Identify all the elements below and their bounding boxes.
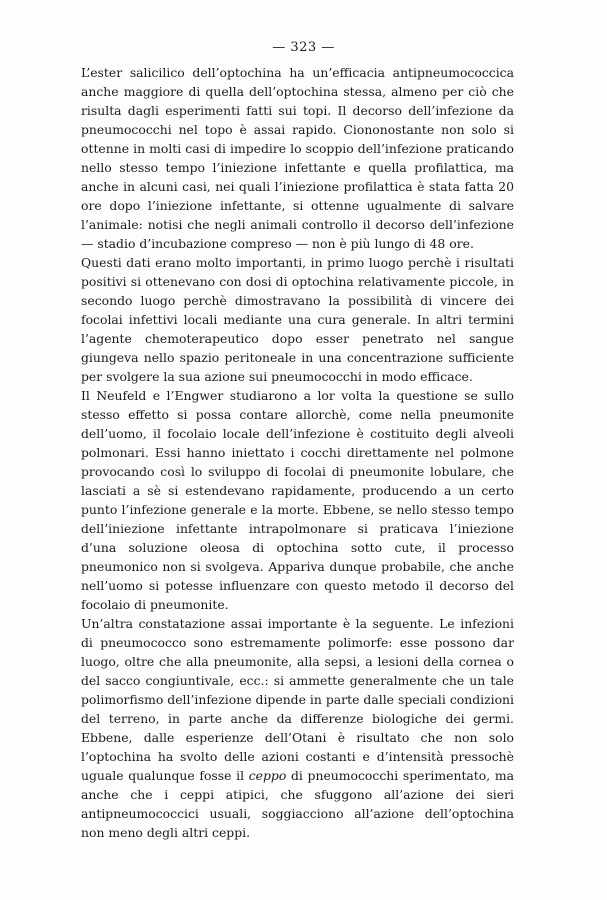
paragraph-1-text: L’ester salicilico dell’optochina ha un’efficacia antipneumococcica anche maggiore di quella dell’optochina stessa, almeno per ciò che risulta dagli esperimenti fatti sui topi. Il decorso dell’infezione da pneumococchi nel topo è assai rapido. Ciononostante non solo si ottenne in molti casi di impedire lo scoppio dell’infezione praticando nello stesso tempo l’iniezione infettante e quella profilattica, ma anche in alcuni casi, nei quali l’iniezione profilattica è stata fatta 20 ore dopo l’iniezione infettante, si ottenne ugualmente di salvare l’animale: notisi che negli animali controllo il decorso dell’infezione — stadio d’incubazione compreso — non è più lungo di 48 ore. xyxy=(81,65,514,251)
page-number: — 323 — xyxy=(272,40,335,55)
paragraph-4-italic-term: ceppo xyxy=(248,768,287,783)
paragraph-1 xyxy=(81,63,514,253)
paragraph-3 xyxy=(81,386,514,614)
paragraph-4 xyxy=(81,614,514,842)
paragraph-2-text: Questi dati erano molto importanti, in primo luogo perchè i risultati positivi si ottenevano con dosi di optochina relativamente piccole, in secondo luogo perchè dimostravano la possibilità di vincere dei focolai infettivi locali mediante una cura generale. In altri termini l’agente chemoterapeutico dopo esser penetrato nel sangue giungeva nello spazio peritoneale in una concentrazione sufficiente per svolgere la sua azione sui pneumococchi in modo efficace. xyxy=(81,255,514,384)
body-text xyxy=(81,63,514,842)
paragraph-4-text-a: Un’altra constatazione assai importante è la seguente. Le infezioni di pneumococco sono estremamente polimorfe: esse possono dar luogo, oltre che alla pneumonite, alla sepsi, a lesioni della cornea o del sacco congiuntivale, ecc.: si ammette generalmente che un tale polimorfismo dell’infezione dipende in parte dalle speciali condizioni del terreno, in parte anche da differenze biologiche dei germi. Ebbene, dalle esperienze dell’Otani è risultato che non solo l’optochina ha svolto delle azioni costanti e d’intensità pressochè uguale qualunque fosse il xyxy=(81,616,514,783)
paragraph-2 xyxy=(81,253,514,386)
paragraph-4-text-b: di pneumococchi sperimentato, ma anche che i ceppi atipici, che sfuggono all’azione dei sieri antipneumococcici usuali, soggiacciono all’azione dell’optochina non meno degli altri ceppi. xyxy=(81,768,514,840)
paragraph-3-text: Il Neufeld e l’Engwer studiarono a lor volta la questione se sullo stesso effetto si possa contare allorchè, come nella pneumonite dell’uomo, il focolaio locale dell’infezione è costituito degli alveoli polmonari. Essi hanno iniettato i cocchi direttamente nel polmone provocando così lo sviluppo di focolai di pneumonite lobulare, che lasciati a sè si estendevano rapidamente, producendo a un certo punto l’infezione generale e la morte. Ebbene, se nello stesso tempo dell’iniezione infettante intrapolmonare si praticava l’iniezione d’una soluzione oleosa di optochina sotto cute, il processo pneumonico non si svolgeva. Appariva dunque probabile, che anche nell’uomo si potesse influenzare con questo metodo il decorso del focolaio di pneumonite. xyxy=(81,388,514,612)
